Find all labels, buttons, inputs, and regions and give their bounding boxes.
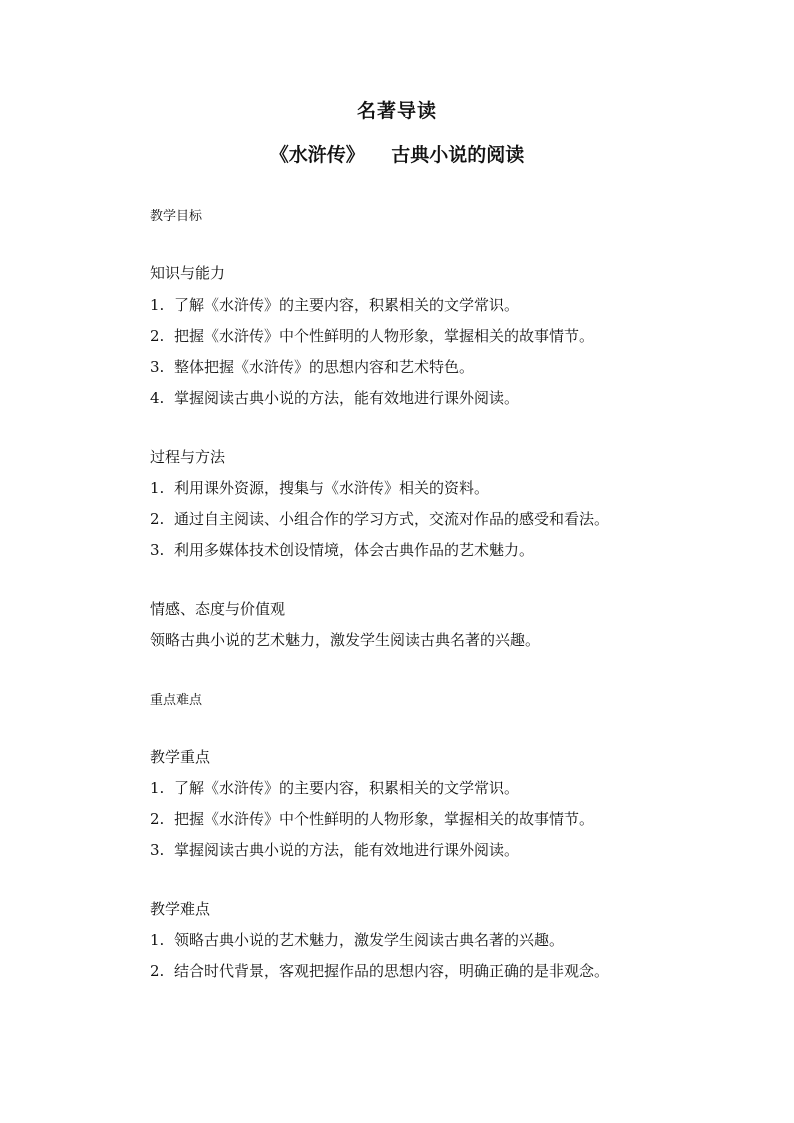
paragraph: 领略古典小说的艺术魅力，激发学生阅读古典名著的兴趣。 bbox=[150, 631, 541, 649]
list-item bbox=[150, 960, 609, 981]
item-number: 2. bbox=[150, 810, 165, 828]
item-number: 2. bbox=[150, 962, 165, 980]
item-text: 结合时代背景，客观把握作品的思想内容，明确正确的是非观念。 bbox=[174, 962, 610, 980]
list-item bbox=[150, 929, 564, 950]
subheading-focus: 教学重点 bbox=[150, 748, 211, 766]
item-text: 把握《水浒传》中个性鲜明的人物形象，掌握相关的故事情节。 bbox=[174, 327, 595, 345]
item-text: 利用课外资源，搜集与《水浒传》相关的资料。 bbox=[174, 479, 490, 497]
list-item bbox=[150, 508, 609, 529]
section-heading-keypoints: 重点难点 bbox=[150, 693, 203, 708]
item-number: 4. bbox=[150, 389, 165, 407]
subheading-emotion: 情感、态度与价值观 bbox=[150, 600, 286, 618]
list-item bbox=[150, 477, 489, 498]
page-subtitle: 《水浒传》 古典小说的阅读 bbox=[269, 144, 525, 166]
list-item bbox=[150, 539, 534, 560]
list-item bbox=[150, 387, 519, 408]
item-text: 掌握阅读古典小说的方法，能有效地进行课外阅读。 bbox=[174, 389, 520, 407]
subheading-process: 过程与方法 bbox=[150, 448, 226, 466]
item-text: 整体把握《水浒传》的思想内容和艺术特色。 bbox=[174, 358, 475, 376]
item-number: 3. bbox=[150, 841, 165, 859]
item-text: 把握《水浒传》中个性鲜明的人物形象，掌握相关的故事情节。 bbox=[174, 810, 595, 828]
item-number: 1. bbox=[150, 779, 165, 797]
item-text: 领略古典小说的艺术魅力，激发学生阅读古典名著的兴趣。 bbox=[174, 931, 565, 949]
list-item bbox=[150, 777, 519, 798]
list-item bbox=[150, 294, 519, 315]
list-item bbox=[150, 325, 594, 346]
item-text: 了解《水浒传》的主要内容，积累相关的文学常识。 bbox=[174, 779, 520, 797]
item-number: 1. bbox=[150, 931, 165, 949]
item-text: 通过自主阅读、小组合作的学习方式，交流对作品的感受和看法。 bbox=[174, 510, 610, 528]
list-item bbox=[150, 808, 594, 829]
item-text: 了解《水浒传》的主要内容，积累相关的文学常识。 bbox=[174, 296, 520, 314]
page-title: 名著导读 bbox=[356, 100, 437, 122]
item-number: 2. bbox=[150, 510, 165, 528]
item-text: 利用多媒体技术创设情境，体会古典作品的艺术魅力。 bbox=[174, 541, 535, 559]
item-text: 掌握阅读古典小说的方法，能有效地进行课外阅读。 bbox=[174, 841, 520, 859]
item-number: 1. bbox=[150, 479, 165, 497]
list-item bbox=[150, 839, 519, 860]
item-number: 2. bbox=[150, 327, 165, 345]
list-item bbox=[150, 356, 474, 377]
item-number: 1. bbox=[150, 296, 165, 314]
subheading-knowledge: 知识与能力 bbox=[150, 264, 226, 282]
item-number: 3. bbox=[150, 358, 165, 376]
subheading-difficulty: 教学难点 bbox=[150, 900, 211, 918]
section-heading-goals: 教学目标 bbox=[150, 209, 203, 224]
item-number: 3. bbox=[150, 541, 165, 559]
